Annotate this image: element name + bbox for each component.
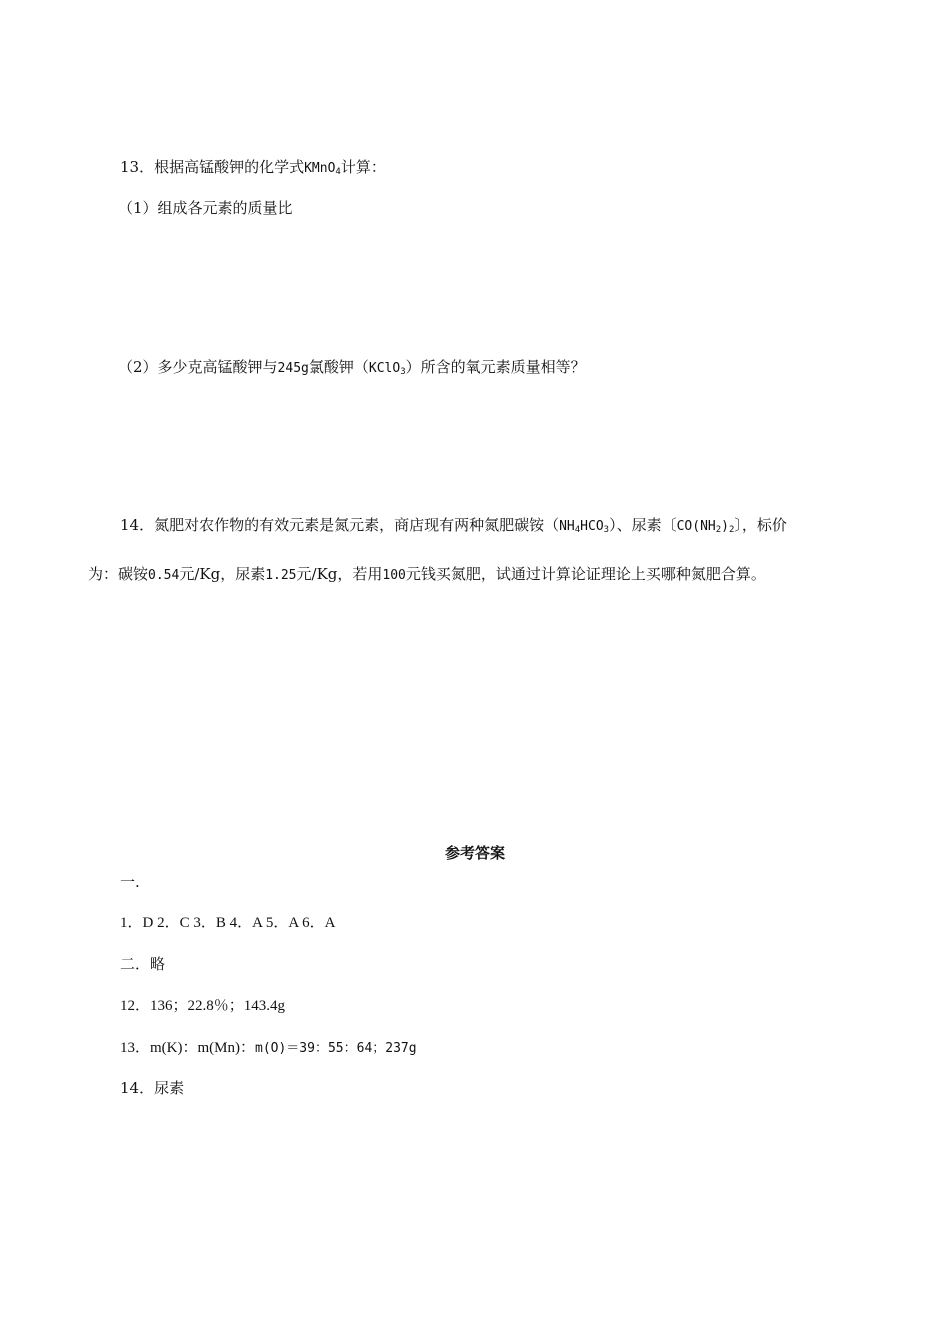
q14-line2-c: 元/Kg，若用 [296,565,383,583]
q14-price1: 0.54 [148,568,180,583]
q13-formula-main: KMnO [304,161,336,176]
q13-formula [304,161,341,176]
q14-line1-mid: ）、尿素〔 [609,516,677,534]
q14-money: 100 [382,568,406,583]
q14-price2: 1.25 [265,568,297,583]
q13-part1: （1）组成各元素的质量比 [118,199,293,217]
q14-line2-a: 为：碳铵 [88,565,149,583]
q13-part2-mid: 氯酸钾（ [308,358,369,376]
q14-urea-b: ) [721,519,729,534]
q14-line2 [88,564,766,586]
q14-urea [677,519,735,534]
answers-line12: 12．136；22.8％；143.4g [120,998,286,1014]
answers-heading: 参考答案 [444,844,505,862]
q13-stem [120,157,386,179]
q13-part2-formula-sub: 3 [400,367,406,377]
q13-part2 [118,357,586,379]
q13-part2-suffix: ）所含的氧元素质量相等？ [405,358,586,376]
q14-nh4hco3-a: NH [559,519,575,534]
q14-nh4hco3-b-sub: 3 [603,525,610,535]
q14-urea-a-sub: 2 [715,525,722,535]
q14-line2-d: 元钱买氮肥，试通过计算论证理论上买哪种氮肥合算。 [405,565,766,583]
answers-line13 [120,1037,417,1059]
answers-section2: 二．略 [120,955,166,973]
q14-line1-suffix: 〕，标价 [734,516,787,534]
answers-line1: 1．D 2．C 3．B 4．A 5．A 6．A [120,915,336,931]
q13-part2-prefix: （2）多少克高锰酸钾与 [118,358,278,376]
q14-urea-a: CO(NH [676,519,716,534]
q14-nh4hco3-a-sub: 4 [574,525,581,535]
answers-section1: 一. [120,873,140,891]
q14-line1-prefix: 14．氮肥对农作物的有效元素是氮元素，商店现有两种氮肥碳铵（ [120,516,560,534]
q13-stem-prefix: 13．根据高锰酸钾的化学式 [120,158,305,176]
q14-nh4hco3 [559,519,609,534]
answers-line14: 14．尿素 [120,1079,185,1097]
answers-line13-a: 13．m(K)：m(Mn)： [120,1040,255,1056]
q13-stem-suffix: 计算： [340,158,386,176]
q13-part2-formula [369,361,406,376]
answers-line13-b: m(O)＝39：55：64；237g [255,1041,417,1056]
q13-formula-sub: 4 [335,167,341,177]
q14-urea-b-sub: 2 [728,525,735,535]
q14-line2-b: 元/Kg，尿素 [179,565,266,583]
q14-nh4hco3-b: HCO [580,519,604,534]
q14-line1 [120,515,787,537]
q13-part2-formula-main: KClO [368,361,401,376]
q13-part2-mass: 245g [277,361,309,376]
